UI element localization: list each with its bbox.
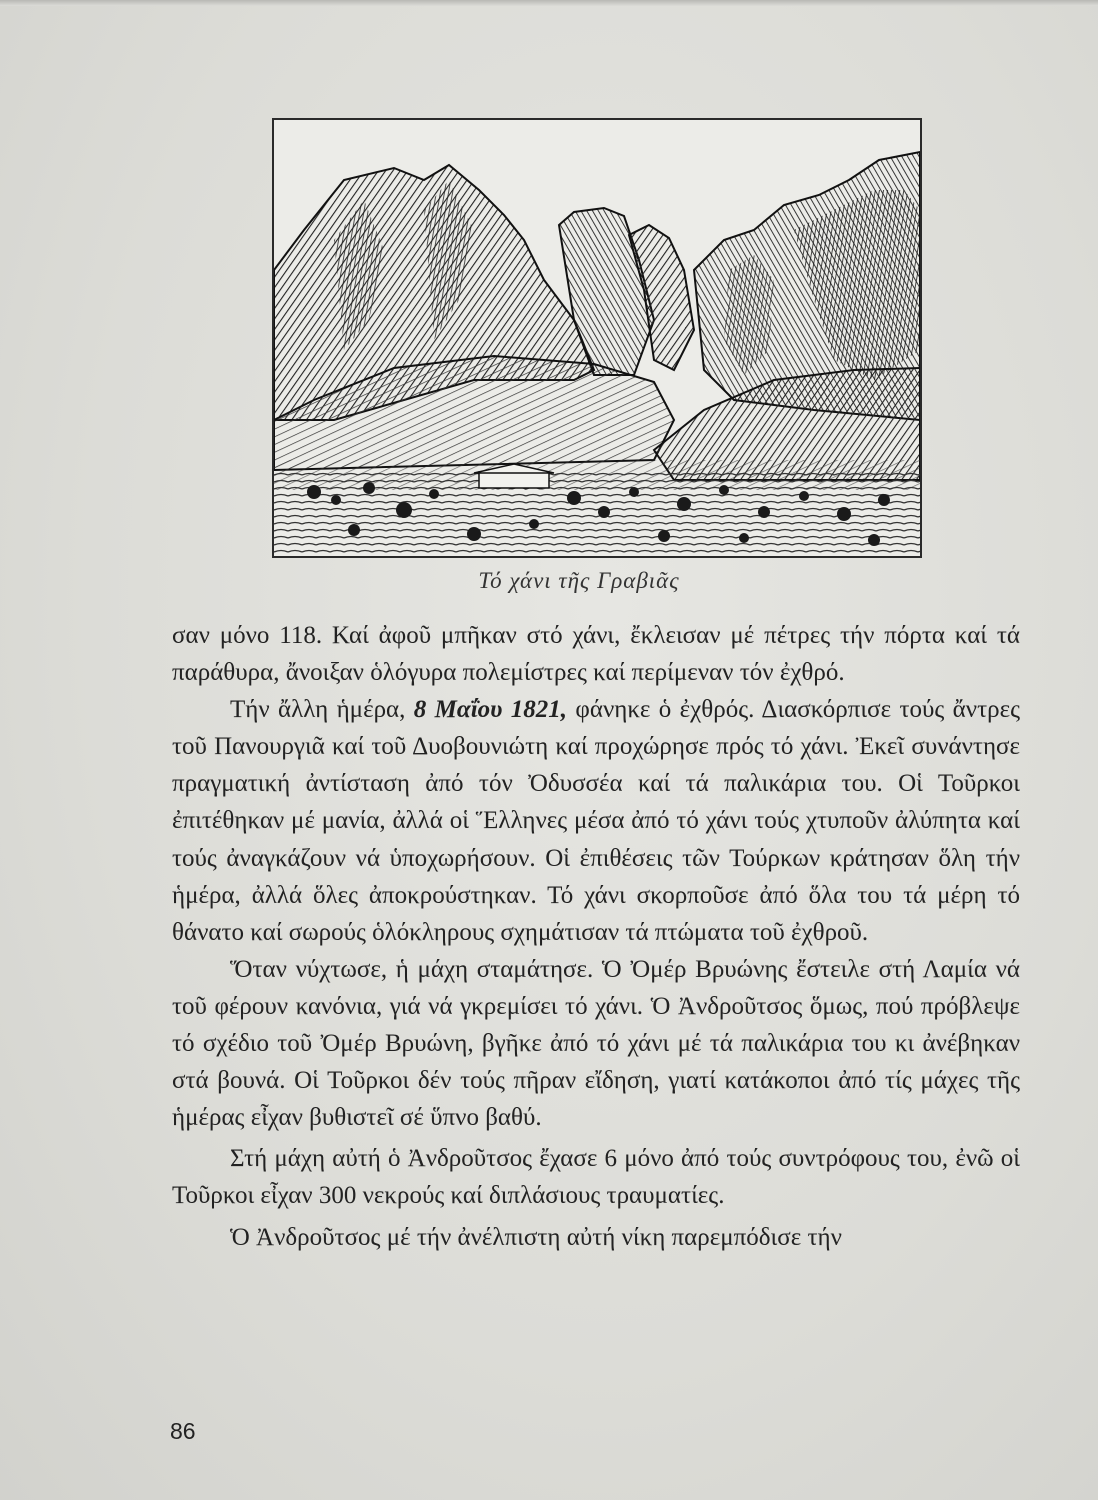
battle-date: 8 Μαΐου 1821, bbox=[413, 696, 568, 724]
body-text bbox=[172, 617, 1020, 1256]
page-number: 86 bbox=[170, 1418, 196, 1444]
paragraph-3: Ὅταν νύχτωσε, ἡ μάχη σταμάτησε. Ὁ Ὀμέρ Βρυώνης ἔστειλε στή Λαμία νά τοῦ φέρουν κανόνια, γιά νά γκρεμίσει τό χάνι. Ὁ Ἀνδροῦτσος ὅμως, πού πρόβλεψε τό σχέδιο τοῦ Ὀμέρ Βρυώνη, βγῆκε ἀπό τό χάνι μέ τά παλικάρια του κι ἀνέβηκαν στά βουνά. Οἱ Τοῦρκοι δέν τούς πῆραν εἴδηση, γιατί κατάκοποι ἀπό τίς μάχες τῆς ἡμέρας εἶχαν βυθιστεῖ σέ ὕπνο βαθύ. bbox=[172, 955, 1020, 1132]
mountain-engraving-icon bbox=[274, 120, 920, 556]
paragraph-5: Ὁ Ἀνδροῦτσος μέ τήν ἀνέλπιστη αὐτή νίκη παρεμπόδισε τήν bbox=[230, 1223, 842, 1251]
figure-caption: Τό χάνι τῆς Γραβιᾶς bbox=[478, 568, 680, 593]
paragraph-2-rest: φάνηκε ὁ ἐχθρός. Διασκόρπισε τούς ἄντρες τοῦ Πανουργιᾶ καί τοῦ Δυοβουνιώτη καί προχώρησε πρός τό χάνι. Ἐκεῖ συνάντησε πραγματική ἀντίσταση ἀπό τόν Ὀδυσσέα καί τά παλικάρια του. Οἱ Τοῦρκοι ἐπιτέθηκαν μέ μανία, ἀλλά οἱ Ἕλληνες μέσα ἀπό τό χάνι τούς χτυποῦν ἀλύπητα καί τούς ἀναγκάζουν νά ὑποχωρήσουν. Οἱ ἐπιθέσεις τῶν Τούρκων κράτησαν ὅλη τήν ἡμέρα, ἀλλά ὅλες ἀποκρούστηκαν. Τό χάνι σκορποῦσε ἀπό ὅλα του τά μέρη τό θάνατο καί σωρούς ὁλόκληρους σχημάτισαν τά πτώματα τοῦ ἐχθροῦ. bbox=[172, 696, 1020, 946]
paragraph-2 bbox=[172, 691, 1020, 951]
page-top-edge bbox=[0, 0, 1098, 6]
paragraph-4: Στή μάχη αὐτή ὁ Ἀνδροῦτσος ἔχασε 6 μόνο ἀπό τούς συντρόφους του, ἐνῶ οἱ Τοῦρκοι εἶχαν 300 νεκρούς καί διπλάσιους τραυματίες. bbox=[172, 1145, 1020, 1210]
illustration-frame bbox=[272, 118, 922, 558]
paragraph-1: σαν μόνο 118. Καί ἀφοῦ μπῆκαν στό χάνι, ἔκλεισαν μέ πέτρες τήν πόρτα καί τά παράθυρα, ἄνοιξαν ὁλόγυρα πολεμίστρες καί περίμεναν τόν ἐχθρό. bbox=[172, 622, 1020, 687]
paragraph-2-start: Τήν ἄλλη ἡμέρα, bbox=[230, 696, 414, 724]
